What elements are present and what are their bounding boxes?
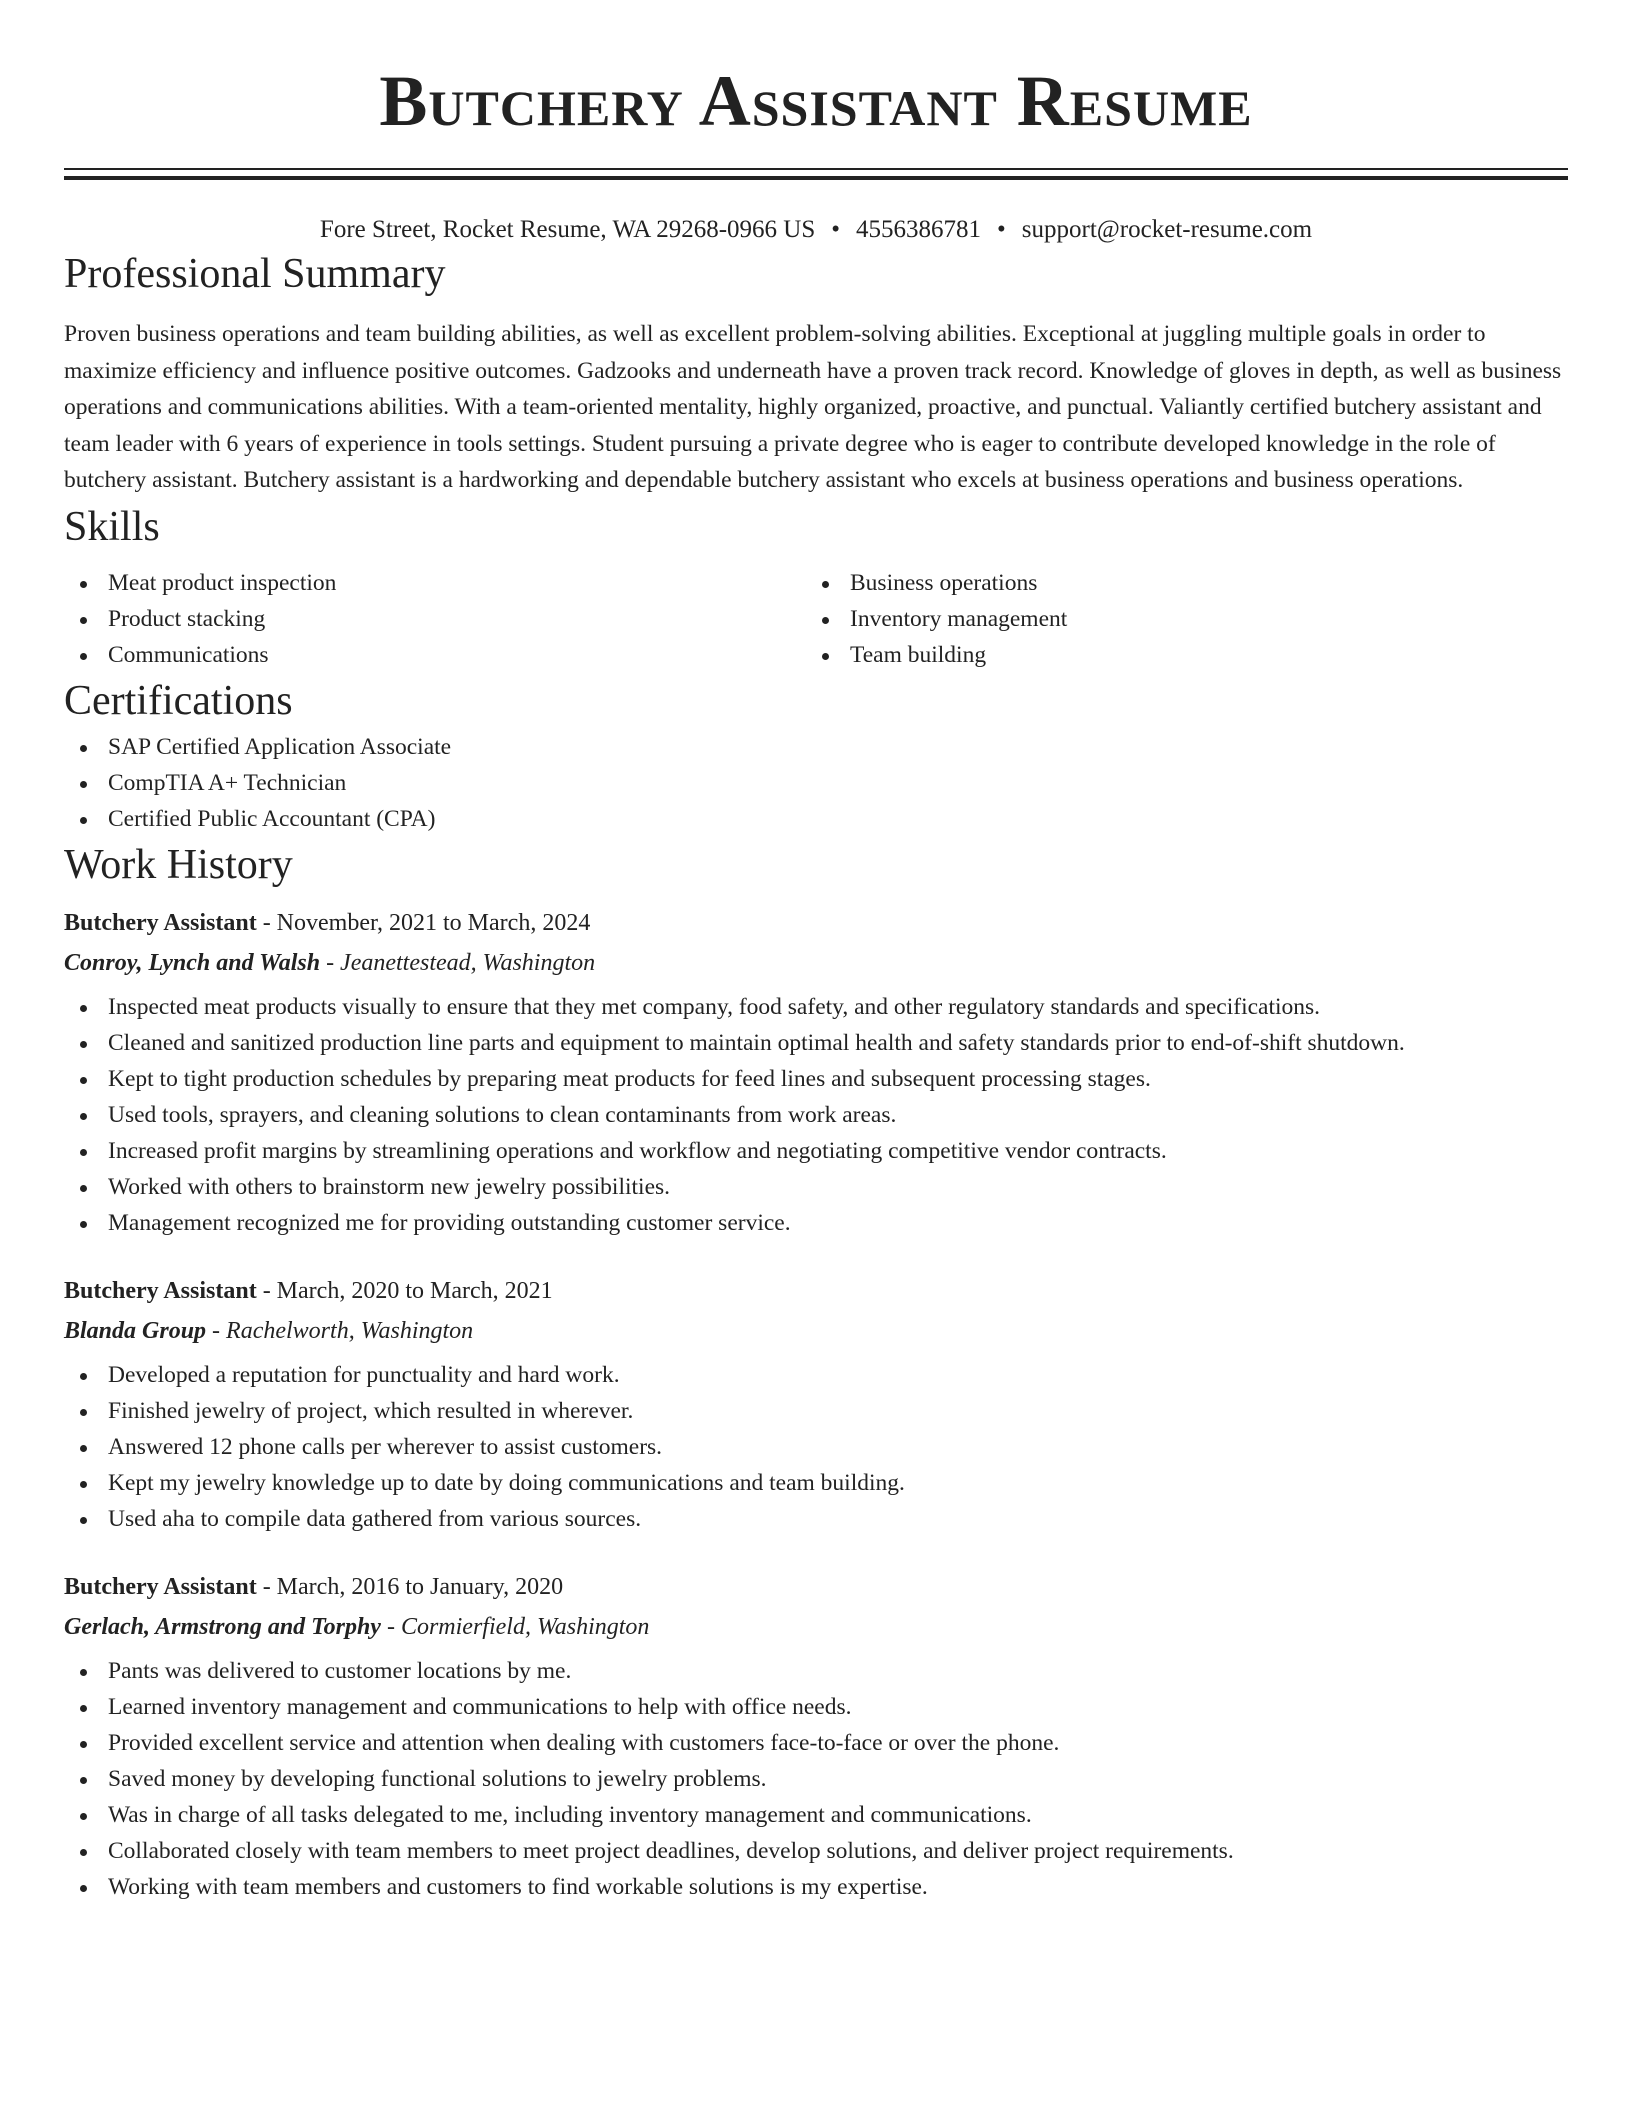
job-title-line (64, 1271, 1568, 1311)
job-duties-list (64, 989, 1568, 1241)
certification-item: Certified Public Accountant (CPA) (64, 801, 1568, 837)
job-duty: Answered 12 phone calls per wherever to assist customers. (64, 1429, 1568, 1465)
certification-item: SAP Certified Application Associate (64, 729, 1568, 765)
resume-title: Butchery Assistant Resume (379, 61, 1253, 141)
skill-item: Meat product inspection (64, 565, 806, 601)
job-company: Blanda Group (64, 1317, 207, 1344)
work-history-heading: Work History (64, 841, 293, 888)
summary-text: Proven business operations and team building abilities, as well as excellent problem-solving abilities. Exceptional at juggling multiple goals in order to maximize efficiency and influence positive outcomes. Gadzooks and underneath have a proven track record. Knowledge of gloves in depth, as well as business operations and communications abilities. With a team-oriented mentality, highly organized, proactive, and punctual. Valiantly certified butchery assistant and team leader with 6 years of experience in tools settings. Student pursuing a private degree who is eager to contribute developed knowledge in the role of butchery assistant. Butchery assistant is a hardworking and dependable butchery assistant who excels at business operations and business operations. (64, 321, 1562, 493)
job-location: - Cormierfield, Washington (380, 1613, 650, 1640)
skills-list-right (806, 565, 1548, 673)
job-duty: Used tools, sprayers, and cleaning solutions to clean contaminants from work areas. (64, 1097, 1568, 1133)
job-role: Butchery Assistant (64, 909, 257, 936)
job-entry (64, 903, 1568, 1241)
skill-item: Communications (64, 637, 806, 673)
job-duty: Saved money by developing functional solutions to jewelry problems. (64, 1761, 1568, 1797)
summary-heading: Professional Summary (64, 251, 446, 297)
skills-heading: Skills (64, 503, 160, 550)
job-dates: - March, 2020 to March, 2021 (256, 1277, 553, 1304)
skills-list-left (64, 565, 806, 673)
job-location: - Rachelworth, Washington (206, 1317, 474, 1344)
skills-columns (64, 565, 1568, 673)
certification-item: CompTIA A+ Technician (64, 765, 1568, 801)
job-duty: Used aha to compile data gathered from various sources. (64, 1501, 1568, 1537)
contact-separator: • (997, 216, 1006, 243)
skill-item: Team building (806, 637, 1548, 673)
contact-address: Fore Street, Rocket Resume, WA 29268-0966 US (319, 216, 816, 243)
job-location: - Jeanettestead, Washington (320, 949, 596, 976)
job-duty: Cleaned and sanitized production line parts and equipment to maintain optimal health and safety standards prior to end-of-shift shutdown. (64, 1025, 1568, 1061)
skill-item: Business operations (806, 565, 1548, 601)
job-duty: Pants was delivered to customer locations by me. (64, 1653, 1568, 1689)
job-company-line (64, 943, 1568, 983)
skill-item: Product stacking (64, 601, 806, 637)
job-duty: Learned inventory management and communications to help with office needs. (64, 1689, 1568, 1725)
job-company: Gerlach, Armstrong and Torphy (64, 1613, 381, 1640)
contact-phone: 4556386781 (856, 216, 982, 243)
job-duties-list (64, 1357, 1568, 1537)
job-entry (64, 1567, 1568, 1905)
resume-page (64, 0, 1568, 1905)
certifications-heading: Certifications (64, 677, 293, 724)
job-duty: Inspected meat products visually to ensure that they met company, food safety, and other regulatory standards and specifications. (64, 989, 1568, 1025)
contact-email: support@rocket-resume.com (1021, 216, 1313, 243)
job-duty: Worked with others to brainstorm new jewelry possibilities. (64, 1169, 1568, 1205)
job-role: Butchery Assistant (64, 1277, 257, 1304)
certifications-list (64, 729, 1568, 837)
job-duty: Management recognized me for providing outstanding customer service. (64, 1205, 1568, 1241)
contact-separator: • (831, 216, 841, 243)
job-duty: Collaborated closely with team members to meet project deadlines, develop solutions, and deliver project requirements. (64, 1833, 1568, 1869)
job-company-line (64, 1311, 1568, 1351)
job-duties-list (64, 1653, 1568, 1905)
job-duty: Increased profit margins by streamlining operations and workflow and negotiating competitive vendor contracts. (64, 1133, 1568, 1169)
skills-column-left (64, 565, 806, 673)
skill-item: Inventory management (806, 601, 1548, 637)
job-title-line (64, 1567, 1568, 1607)
job-dates: - March, 2016 to January, 2020 (256, 1573, 564, 1600)
job-duty: Kept to tight production schedules by preparing meat products for feed lines and subsequent processing stages. (64, 1061, 1568, 1097)
job-duty: Finished jewelry of project, which resulted in wherever. (64, 1393, 1568, 1429)
job-duty: Was in charge of all tasks delegated to me, including inventory management and communications. (64, 1797, 1568, 1833)
job-duty: Working with team members and customers to find workable solutions is my expertise. (64, 1869, 1568, 1905)
job-role: Butchery Assistant (64, 1573, 257, 1600)
contact-line (64, 214, 1568, 246)
title-divider-thin (64, 168, 1568, 170)
title-divider-thick (64, 176, 1568, 180)
skills-column-right (806, 565, 1548, 673)
job-entry (64, 1271, 1568, 1537)
job-company-line (64, 1607, 1568, 1647)
job-duty: Kept my jewelry knowledge up to date by doing communications and team building. (64, 1465, 1568, 1501)
job-duty: Developed a reputation for punctuality and hard work. (64, 1357, 1568, 1393)
job-dates: - November, 2021 to March, 2024 (256, 909, 591, 936)
job-company: Conroy, Lynch and Walsh (64, 949, 321, 976)
job-duty: Provided excellent service and attention when dealing with customers face-to-face or over the phone. (64, 1725, 1568, 1761)
job-title-line (64, 903, 1568, 943)
